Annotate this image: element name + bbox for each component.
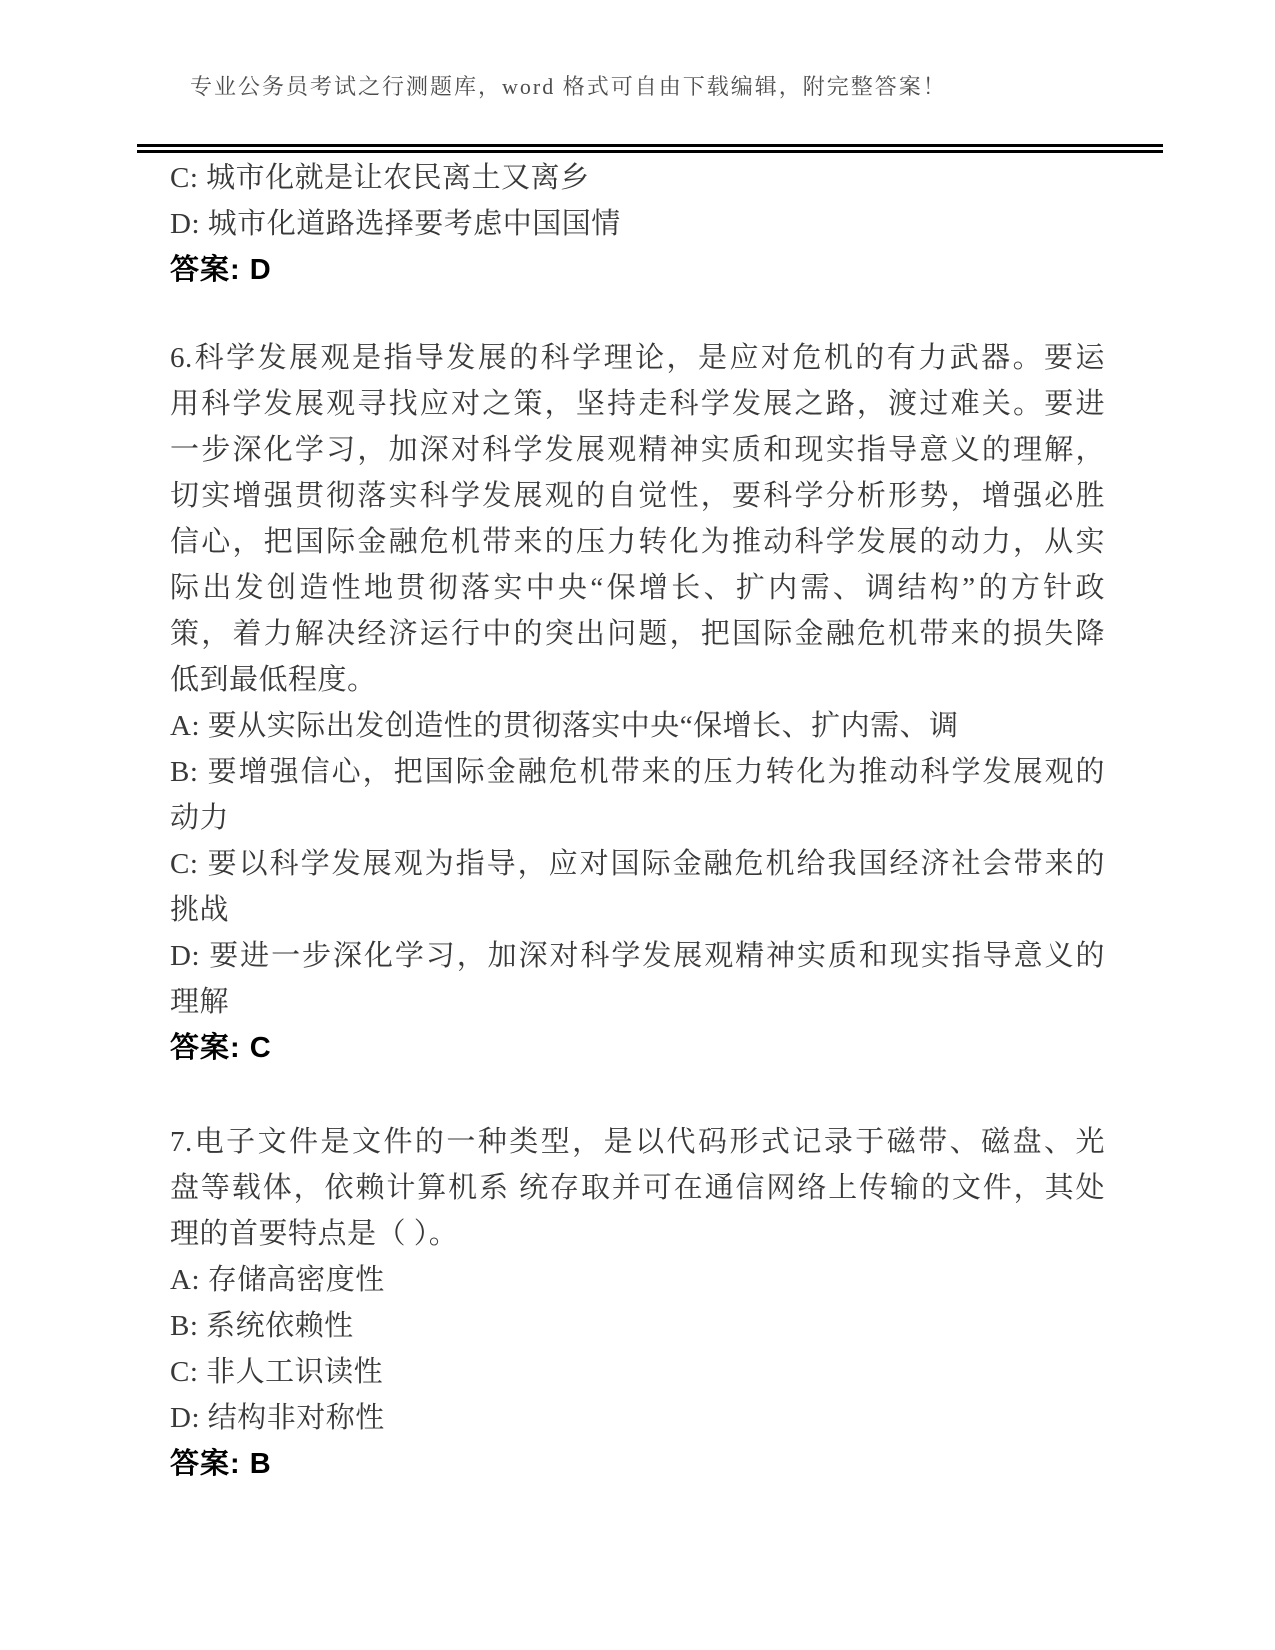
question6-option-a bbox=[170, 703, 1105, 749]
question7-option-a bbox=[170, 1257, 1105, 1303]
text-line: B: 系统依赖性 bbox=[170, 1310, 354, 1342]
text-line: 答案: C bbox=[170, 1032, 272, 1064]
question5-option-c bbox=[170, 155, 1105, 201]
text-line: C: 城市化就是让农民离土又离乡 bbox=[170, 162, 590, 194]
text-line: 信心，把国际金融危机带来的压力转化为推动科学发展的动力，从实 bbox=[170, 526, 1105, 558]
question7-option-b bbox=[170, 1303, 1105, 1349]
text-line: 挑战 bbox=[170, 894, 230, 926]
text-line: 答案: D bbox=[170, 254, 272, 286]
question5-option-d bbox=[170, 201, 1105, 247]
question7-stem bbox=[170, 1119, 1105, 1257]
text-line: D: 结构非对称性 bbox=[170, 1402, 385, 1434]
text-line: 际出发创造性地贯彻落实中央“保增长、扩内需、调结构”的方针政 bbox=[170, 572, 1105, 604]
header-rule bbox=[137, 144, 1163, 153]
block-gap bbox=[170, 1071, 1105, 1119]
text-line: 低到最低程度。 bbox=[170, 664, 377, 696]
text-line: B: 要增强信心，把国际金融危机带来的压力转化为推动科学发展观的 bbox=[170, 756, 1105, 788]
question6-answer bbox=[170, 1025, 1105, 1071]
question6-stem bbox=[170, 335, 1105, 703]
text-line: 理解 bbox=[170, 986, 230, 1018]
text-line: 理的首要特点是（ ）。 bbox=[170, 1218, 459, 1250]
question6-option-c bbox=[170, 841, 1105, 933]
question6-option-d bbox=[170, 933, 1105, 1025]
text-line: 用科学发展观寻找应对之策，坚持走科学发展之路，渡过难关。要进 bbox=[170, 388, 1105, 420]
text-line: 动力 bbox=[170, 802, 230, 834]
text-line: 7.电子文件是文件的一种类型，是以代码形式记录于磁带、磁盘、光 bbox=[170, 1126, 1105, 1158]
text-line: 6.科学发展观是指导发展的科学理论，是应对危机的有力武器。要运 bbox=[170, 342, 1105, 374]
text-line: 答案: B bbox=[170, 1448, 272, 1480]
text-line: D: 城市化道路选择要考虑中国国情 bbox=[170, 208, 621, 240]
text-line: 策，着力解决经济运行中的突出问题，把国际金融危机带来的损失降 bbox=[170, 618, 1105, 650]
text-line: 切实增强贯彻落实科学发展观的自觉性，要科学分析形势，增强必胜 bbox=[170, 480, 1105, 512]
text-line: 一步深化学习，加深对科学发展观精神实质和现实指导意义的理解， bbox=[170, 434, 1105, 466]
question5-answer bbox=[170, 247, 1105, 293]
question7-option-c bbox=[170, 1349, 1105, 1395]
block-gap bbox=[170, 293, 1105, 335]
text-line: A: 存储高密度性 bbox=[170, 1264, 385, 1296]
question6-option-b bbox=[170, 749, 1105, 841]
text-line: A: 要从实际出发创造性的贯彻落实中央“保增长、扩内需、调 bbox=[170, 710, 959, 742]
text-line: D: 要进一步深化学习，加深对科学发展观精神实质和现实指导意义的 bbox=[170, 940, 1105, 972]
document-body bbox=[170, 155, 1105, 1487]
text-line: C: 要以科学发展观为指导，应对国际金融危机给我国经济社会带来的 bbox=[170, 848, 1105, 880]
text-line: C: 非人工识读性 bbox=[170, 1356, 384, 1388]
question7-answer bbox=[170, 1441, 1105, 1487]
page-header-text: 专业公务员考试之行测题库，word 格式可自由下载编辑，附完整答案！ bbox=[190, 74, 947, 99]
question7-option-d bbox=[170, 1395, 1105, 1441]
text-line: 盘等载体，依赖计算机系 统存取并可在通信网络上传输的文件，其处 bbox=[170, 1172, 1105, 1204]
